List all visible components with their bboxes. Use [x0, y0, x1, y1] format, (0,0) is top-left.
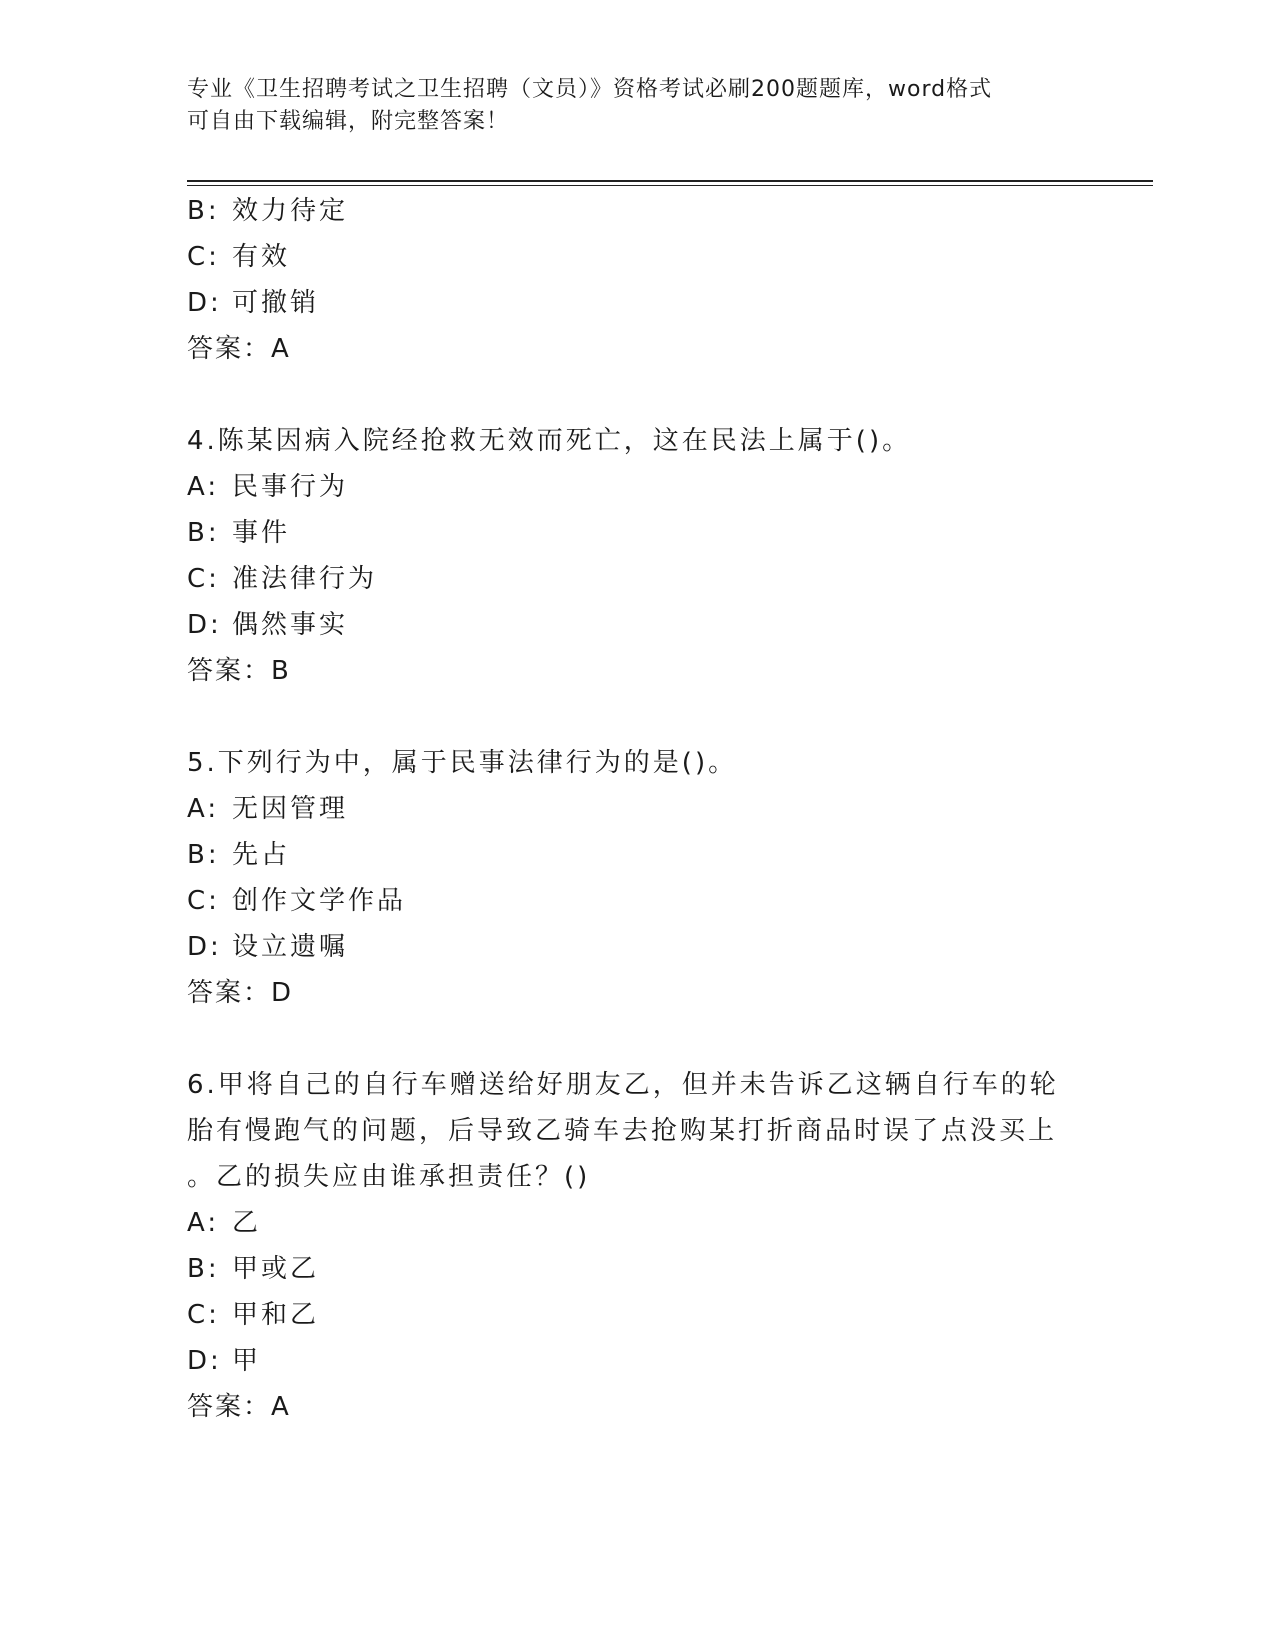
option-b: [187, 188, 1067, 234]
option-label: C:: [187, 886, 220, 916]
question-text-line-2: 胎有慢跑气的问题，后导致乙骑车去抢购某打折商品时误了点没买上: [187, 1116, 1058, 1146]
option-text: 民事行为: [232, 472, 349, 502]
spacer: [187, 372, 1067, 418]
option-text: 设立遗嘱: [232, 932, 349, 962]
question-list: [187, 188, 1067, 1430]
question-text-line-1: 6.甲将自己的自行车赠送给好朋友乙，但并未告诉乙这辆自行车的轮: [187, 1070, 1059, 1100]
option-label: C:: [187, 242, 220, 272]
question-text: 4.陈某因病入院经抢救无效而死亡，这在民法上属于()。: [187, 426, 912, 456]
spacer: [187, 1016, 1067, 1062]
option-text: 甲: [232, 1346, 262, 1376]
option-text: 效力待定: [232, 196, 349, 226]
option-label: C:: [187, 564, 220, 594]
option-b: [187, 510, 1067, 556]
option-label: A:: [187, 794, 220, 824]
option-text: 先占: [232, 840, 291, 870]
option-label: D:: [187, 932, 222, 962]
option-a: [187, 786, 1067, 832]
option-text: 创作文学作品: [232, 886, 407, 916]
option-text: 有效: [232, 242, 291, 272]
question-6-block: [187, 1062, 1067, 1430]
header-divider-thick: [187, 180, 1153, 182]
option-label: B:: [187, 840, 220, 870]
option-c: [187, 234, 1067, 280]
answer-line: 答案：D: [187, 978, 294, 1008]
option-label: D:: [187, 1346, 222, 1376]
option-d: [187, 1338, 1067, 1384]
option-b: [187, 1246, 1067, 1292]
question-text-line-3: 。乙的损失应由谁承担责任？(): [187, 1162, 591, 1192]
option-text: 甲或乙: [232, 1254, 320, 1284]
header-line-1: 专业《卫生招聘考试之卫生招聘（文员）》资格考试必刷200题题库，word格式: [187, 77, 993, 102]
option-label: B:: [187, 518, 220, 548]
option-label: C:: [187, 1300, 220, 1330]
option-text: 可撤销: [232, 288, 320, 318]
option-text: 无因管理: [232, 794, 349, 824]
spacer: [187, 694, 1067, 740]
option-b: [187, 832, 1067, 878]
option-c: [187, 1292, 1067, 1338]
option-a: [187, 464, 1067, 510]
header-divider-thin: [187, 185, 1153, 186]
question-3-block: [187, 188, 1067, 372]
option-label: A:: [187, 1208, 220, 1238]
option-text: 甲和乙: [232, 1300, 320, 1330]
option-label: A:: [187, 472, 220, 502]
answer-line: 答案：A: [187, 334, 291, 364]
option-d: [187, 924, 1067, 970]
document-header: [187, 74, 1067, 138]
option-label: B:: [187, 196, 220, 226]
question-5-block: [187, 740, 1067, 1016]
option-label: D:: [187, 288, 222, 318]
option-text: 偶然事实: [232, 610, 349, 640]
option-text: 准法律行为: [232, 564, 378, 594]
option-d: [187, 280, 1067, 326]
option-a: [187, 1200, 1067, 1246]
question-text: 5.下列行为中，属于民事法律行为的是()。: [187, 748, 738, 778]
option-c: [187, 878, 1067, 924]
question-4-block: [187, 418, 1067, 694]
option-label: B:: [187, 1254, 220, 1284]
option-d: [187, 602, 1067, 648]
header-line-2: 可自由下载编辑，附完整答案！: [187, 109, 510, 134]
option-c: [187, 556, 1067, 602]
answer-line: 答案：A: [187, 1392, 291, 1422]
option-text: 事件: [232, 518, 291, 548]
answer-line: 答案：B: [187, 656, 291, 686]
option-label: D:: [187, 610, 222, 640]
option-text: 乙: [232, 1208, 262, 1238]
